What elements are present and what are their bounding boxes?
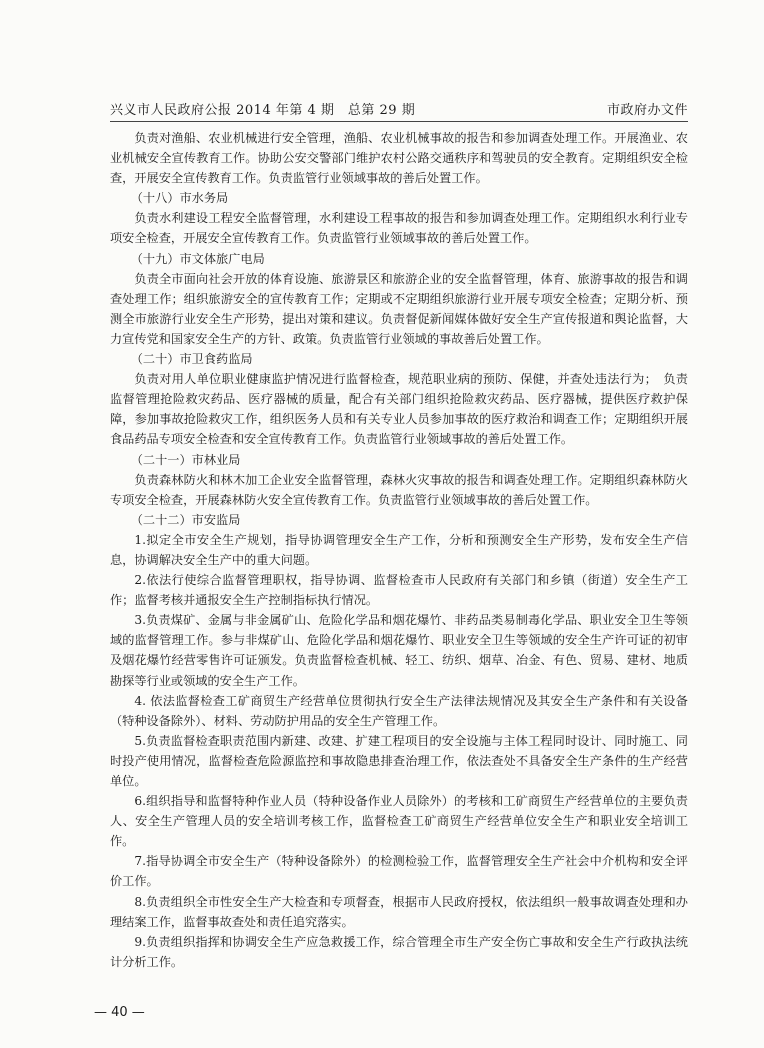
section-heading: （十九）市文体旅广电局 [130, 251, 265, 266]
body-paragraph: 3.负责煤矿、金属与非金属矿山、危险化学品和烟花爆竹、非药品类易制毒化学品、职业安全卫生等领域的监督管理工作。参与非煤矿山、危险化学品和烟花爆竹、职业安全卫生等领域的安全生产许可证的初审及烟花爆竹经营零售许可证颁发。负责监督检查机械、轻工、纺织、烟草、冶金、有色、贸易、建材、地质勘探等行业或领域的安全生产工作。 [110, 613, 688, 688]
page-number: — 40 — [94, 1005, 145, 1020]
body-paragraph: 4. 依法监督检查工矿商贸生产经营单位贯彻执行安全生产法律法规情况及其安全生产条件和有关设备（特种设备除外）、材料、劳动防护用品的安全生产管理工作。 [110, 693, 688, 728]
section-heading: （二十一）市林业局 [130, 452, 241, 467]
header-section-title: 市政府办文件 [606, 103, 688, 118]
body-paragraph: 5.负责监督检查职责范围内新建、改建、扩建工程项目的安全设施与主体工程同时设计、同时施工、同时投产使用情况，监督检查危险源监控和事故隐患排查治理工作，依法查处不具备安全生产条件的生产经营单位。 [110, 733, 688, 788]
body-paragraph: 负责对渔船、农业机械进行安全管理，渔船、农业机械事故的报告和参加调查处理工作。开展渔业、农业机械安全宣传教育工作。协助公安交警部门维护农村公路交通秩序和驾驶员的安全教育。定期组织安全检查，开展安全宣传教育工作。负责监管行业领域事故的善后处置工作。 [110, 131, 688, 186]
body-paragraph: 负责对用人单位职业健康监护情况进行监督检查，规范职业病的预防、保健，并查处违法行为； 负责监督管理抢险救灾药品、医疗器械的质量，配合有关部门组织抢险救灾药品、医疗器械，提供医疗救护保障，参加事故抢险救灾工作，组织医务人员和有关专业人员参加事故的医疗救治和调查工作；定期组织开展食品药品专项安全检查和安全宣传教育工作。负责监管行业领域事故的善后处置工作。 [110, 372, 688, 447]
body-paragraph: 负责森林防火和林木加工企业安全监督管理，森林火灾事故的报告和调查处理工作。定期组织森林防火专项安全检查，开展森林防火安全宣传教育工作。负责监管行业领域事故的善后处置工作。 [110, 472, 688, 507]
body-paragraph: 1.拟定全市安全生产规划，指导协调管理安全生产工作，分析和预测安全生产形势，发布安全生产信息，协调解决安全生产中的重大问题。 [110, 532, 688, 567]
body-paragraph: 6.组织指导和监督特种作业人员（特种设备作业人员除外）的考核和工矿商贸生产经营单位的主要负责人、安全生产管理人员的安全培训考核工作，监督检查工矿商贸生产经营单位安全生产和职业安全培训工作。 [110, 794, 688, 849]
body-paragraph: 2.依法行使综合监督管理职权，指导协调、监督检查市人民政府有关部门和乡镇（街道）安全生产工作；监督考核并通报安全生产控制指标执行情况。 [110, 573, 688, 608]
section-heading: （十八）市水务局 [130, 191, 229, 206]
page-header [110, 94, 688, 122]
body-paragraph: 7.指导协调全市安全生产（特种设备除外）的检测检验工作，监督管理安全生产社会中介机构和安全评价工作。 [110, 854, 688, 889]
section-heading: （二十二）市安监局 [130, 512, 241, 527]
body-paragraph: 负责全市面向社会开放的体育设施、旅游景区和旅游企业的安全监督管理，体育、旅游事故的报告和调查处理工作；组织旅游安全的宣传教育工作；定期或不定期组织旅游行业开展专项安全检查；定期分析、预测全市旅游行业安全生产形势，提出对策和建议。负责督促新闻媒体做好安全生产宣传报道和舆论监督，大力宣传党和国家安全生产的方针、政策。负责监管行业领域的事故善后处置工作。 [110, 271, 688, 346]
header-publication-title: 兴义市人民政府公报 2014 年第 4 期 总第 29 期 [110, 103, 416, 118]
section-heading: （二十）市卫食药监局 [130, 352, 253, 367]
body-paragraph: 8.负责组织全市性安全生产大检查和专项督查，根据市人民政府授权，依法组织一般事故调查处理和办理结案工作，监督事故查处和责任追究落实。 [110, 894, 688, 929]
document-body [110, 128, 688, 972]
body-paragraph: 9.负责组织指挥和协调安全生产应急救援工作，综合管理全市生产安全伤亡事故和安全生产行政执法统计分析工作。 [110, 934, 688, 969]
body-paragraph: 负责水利建设工程安全监督管理，水利建设工程事故的报告和参加调查处理工作。定期组织水利行业专项安全检查，开展安全宣传教育工作。负责监管行业领域事故的善后处置工作。 [110, 211, 688, 246]
